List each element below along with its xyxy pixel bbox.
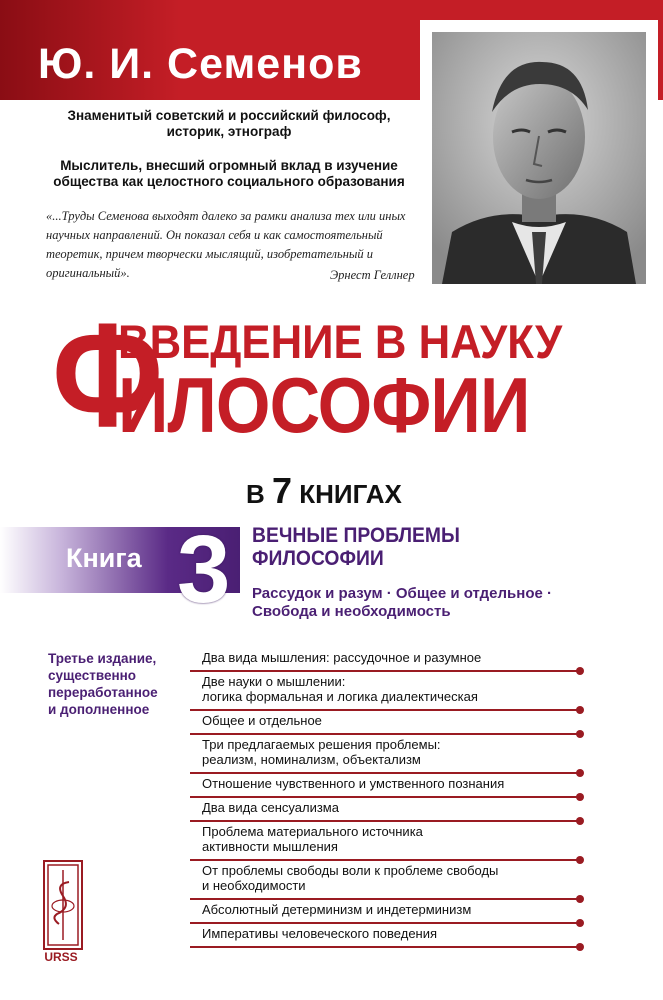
contents-item — [190, 798, 580, 822]
contents-item-text: Три предлагаемых решения проблемы: — [202, 737, 441, 752]
contents-item — [190, 735, 580, 774]
contents-item-text: Императивы человеческого поведения — [202, 926, 438, 941]
publisher-logo-icon — [43, 860, 83, 950]
edition-note — [48, 650, 188, 718]
contents-item — [190, 672, 580, 711]
contents-item-text: Абсолютный детерминизм и индетерминизм — [202, 902, 472, 917]
contents-item-text: активности мышления — [202, 839, 338, 854]
author-portrait-photo — [432, 32, 646, 284]
title-line-2: ИЛОСОФИИ — [118, 361, 530, 449]
edition-line: Третье издание, — [48, 651, 157, 666]
book-number: 3 — [177, 516, 231, 623]
book-subtitle — [252, 524, 620, 570]
book-topics-line-1: Рассудок и разум · Общее и отдельное · — [252, 585, 552, 602]
quote-author: Эрнест Геллнер — [330, 268, 415, 282]
contents-item — [190, 711, 580, 735]
contents-item — [190, 648, 580, 672]
author-bio-line: Знаменитый советский и российский философ, историк, этнограф — [67, 108, 391, 139]
author-contribution-line: Мыслитель, внесший огромный вклад в изучение общества как целостного социального образования — [53, 158, 405, 189]
edition-line: переработанное — [48, 685, 158, 700]
contents-item — [190, 861, 580, 900]
contents-item-text: и необходимости — [202, 878, 306, 893]
series-prefix: В — [246, 479, 265, 509]
contents-item — [190, 822, 580, 861]
title-line-1: ВВЕДЕНИЕ В НАУКУ — [118, 315, 563, 368]
edition-line: и дополненное — [48, 702, 150, 717]
book-label: Книга — [66, 543, 142, 573]
contents-item — [190, 900, 580, 924]
contents-item-text: Отношение чувственного и умственного познания — [202, 776, 505, 791]
edition-line: существенно — [48, 668, 137, 683]
series-suffix: КНИГАХ — [299, 479, 402, 509]
book-topics — [252, 585, 652, 621]
contents-item-text: реализм, номинализм, объектализм — [202, 752, 421, 767]
contents-item-text: логика формальная и логика диалектическая — [202, 689, 478, 704]
contents-item-text: Проблема материального источника — [202, 824, 423, 839]
contents-item-text: От проблемы свободы воли к проблеме свободы — [202, 863, 499, 878]
publisher-name: URSS — [44, 950, 78, 964]
book-topics-line-2: Свобода и необходимость — [252, 603, 451, 620]
series-volume-count — [246, 470, 402, 512]
quote-text: «...Труды Семенова выходят далеко за рамки анализа тех или иных научных направлений. Он показал себя и как самостоятельный теоретик, причем творчески мыслящий, изобретательный и оригинальный». — [46, 209, 406, 280]
contents-item-text: Два вида сенсуализма — [202, 800, 339, 815]
title-initial-letter: Ф — [52, 293, 164, 458]
author-name: Ю. И. Семенов — [38, 40, 363, 88]
contents-item-text: Две науки о мышлении: — [202, 674, 346, 689]
book-subtitle-line-1: ВЕЧНЫЕ ПРОБЛЕМЫ — [252, 524, 460, 547]
contents-item-text: Общее и отдельное — [202, 713, 322, 728]
series-number: 7 — [272, 470, 293, 511]
contents-item — [190, 924, 580, 948]
book-subtitle-line-2: ФИЛОСОФИИ — [252, 547, 384, 570]
contents-list — [190, 648, 580, 948]
contents-item — [190, 774, 580, 798]
contents-item-text: Два вида мышления: рассудочное и разумное — [202, 650, 482, 665]
